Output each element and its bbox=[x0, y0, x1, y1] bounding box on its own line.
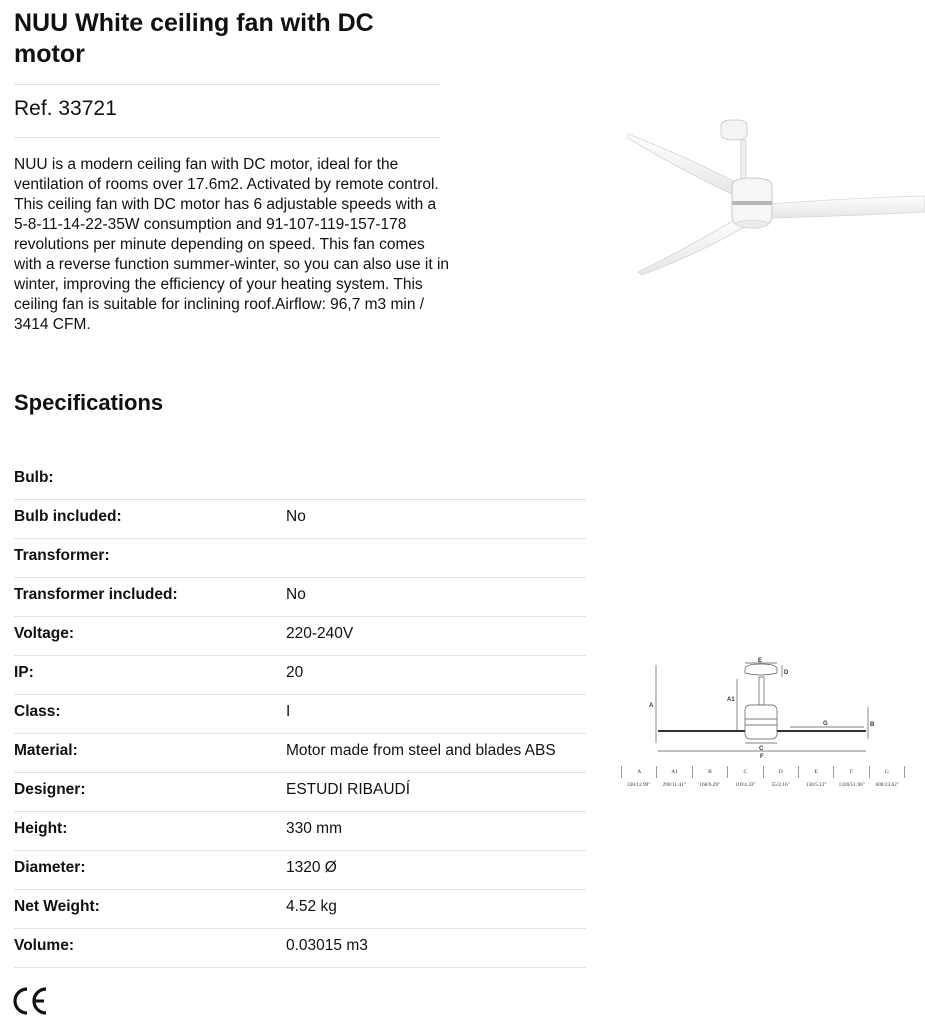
spec-value: 220-240V bbox=[286, 625, 354, 642]
dimension-label: A bbox=[621, 766, 656, 778]
product-description: NUU is a modern ceiling fan with DC motor, ideal for the ventilation of rooms over 17.6m2. Activated by remote control. This ceiling fan with DC motor has 6 adjustable speeds with a 5-8-11-14-22-35W consumption and 91-107-119-157-178 revolutions per minute depending on speed. This fan comes with a reverse function summer-winter, so you can also use it in winter, improving the efficiency of your heating system. This ceiling fan is suitable for inclining roof.Airflow: 96,7 m3 min / 3414 CFM. bbox=[14, 156, 450, 333]
dimension-label: E bbox=[798, 766, 833, 778]
ce-mark-icon bbox=[12, 986, 52, 1016]
product-reference: Ref. 33721 bbox=[14, 97, 117, 120]
spec-row-diameter bbox=[14, 851, 586, 890]
spec-label: Net Weight: bbox=[14, 898, 100, 915]
spec-row-transformer bbox=[14, 539, 586, 578]
svg-text:D: D bbox=[784, 670, 789, 676]
spec-value: 20 bbox=[286, 664, 304, 681]
spec-row-height bbox=[14, 812, 586, 851]
spec-value: Motor made from steel and blades ABS bbox=[286, 742, 556, 759]
dimension-label: D bbox=[763, 766, 798, 778]
spec-label: Height: bbox=[14, 820, 68, 837]
spec-value: I bbox=[286, 703, 291, 720]
dimension-value: 110/4.33" bbox=[734, 782, 756, 788]
spec-value: No bbox=[286, 586, 306, 603]
spec-value: ESTUDI RIBAUDÍ bbox=[286, 781, 411, 798]
dimension-value: 130/5.12" bbox=[805, 782, 827, 788]
spec-value: 1320 Ø bbox=[286, 859, 337, 876]
svg-text:A: A bbox=[649, 703, 654, 709]
dimension-labels-row bbox=[621, 766, 905, 778]
spec-row-designer bbox=[14, 773, 586, 812]
spec-label: Class: bbox=[14, 703, 61, 720]
svg-text:B: B bbox=[870, 722, 875, 728]
dimension-value: 55/2.16" bbox=[771, 782, 790, 788]
spec-row-bulb bbox=[14, 441, 586, 500]
reference-divider bbox=[14, 137, 440, 138]
spec-label: IP: bbox=[14, 664, 34, 681]
dimension-label: B bbox=[692, 766, 727, 778]
spec-value: No bbox=[286, 508, 306, 525]
dimension-value: 330/12.99" bbox=[627, 782, 651, 788]
spec-label: Bulb: bbox=[14, 469, 54, 486]
dimension-values-row bbox=[621, 782, 905, 788]
spec-value: 330 mm bbox=[286, 820, 342, 837]
dimension-value: 600/23.62" bbox=[875, 782, 899, 788]
spec-row-class bbox=[14, 695, 586, 734]
spec-value: 4.52 kg bbox=[286, 898, 337, 915]
dimension-label: C bbox=[727, 766, 762, 778]
specifications-heading: Specifications bbox=[14, 390, 164, 415]
spec-row-transformer-included bbox=[14, 578, 586, 617]
spec-row-bulb-included bbox=[14, 500, 586, 539]
spec-label: Transformer included: bbox=[14, 586, 178, 603]
dimension-diagram bbox=[618, 655, 888, 760]
spec-row-ip bbox=[14, 656, 586, 695]
spec-row-volume bbox=[14, 929, 586, 968]
spec-row-net-weight bbox=[14, 890, 586, 929]
spec-value: 0.03015 m3 bbox=[286, 937, 368, 954]
dimension-value: 1320/51.96" bbox=[838, 782, 865, 788]
svg-text:C: C bbox=[759, 746, 764, 752]
dimension-label: A1 bbox=[656, 766, 691, 778]
spec-label: Material: bbox=[14, 742, 78, 759]
svg-text:G: G bbox=[823, 721, 828, 727]
ceiling-fan-photo bbox=[620, 112, 925, 277]
dimension-label: F bbox=[833, 766, 868, 778]
svg-text:E: E bbox=[758, 658, 763, 664]
spec-label: Volume: bbox=[14, 937, 74, 954]
specifications-table bbox=[14, 441, 586, 968]
spec-label: Diameter: bbox=[14, 859, 86, 876]
title-divider bbox=[14, 84, 440, 85]
spec-row-voltage bbox=[14, 617, 586, 656]
dimension-value: 160/6.29" bbox=[699, 782, 721, 788]
spec-label: Bulb included: bbox=[14, 508, 122, 525]
dimension-value: 290/11.41" bbox=[662, 782, 686, 788]
svg-text:F: F bbox=[760, 754, 764, 760]
spec-row-material bbox=[14, 734, 586, 773]
spec-label: Designer: bbox=[14, 781, 86, 798]
spec-label: Transformer: bbox=[14, 547, 110, 564]
dimension-label: G bbox=[869, 766, 905, 778]
product-title: NUU White ceiling fan with DC motor bbox=[14, 9, 374, 68]
svg-text:A1: A1 bbox=[727, 697, 735, 703]
spec-label: Voltage: bbox=[14, 625, 74, 642]
